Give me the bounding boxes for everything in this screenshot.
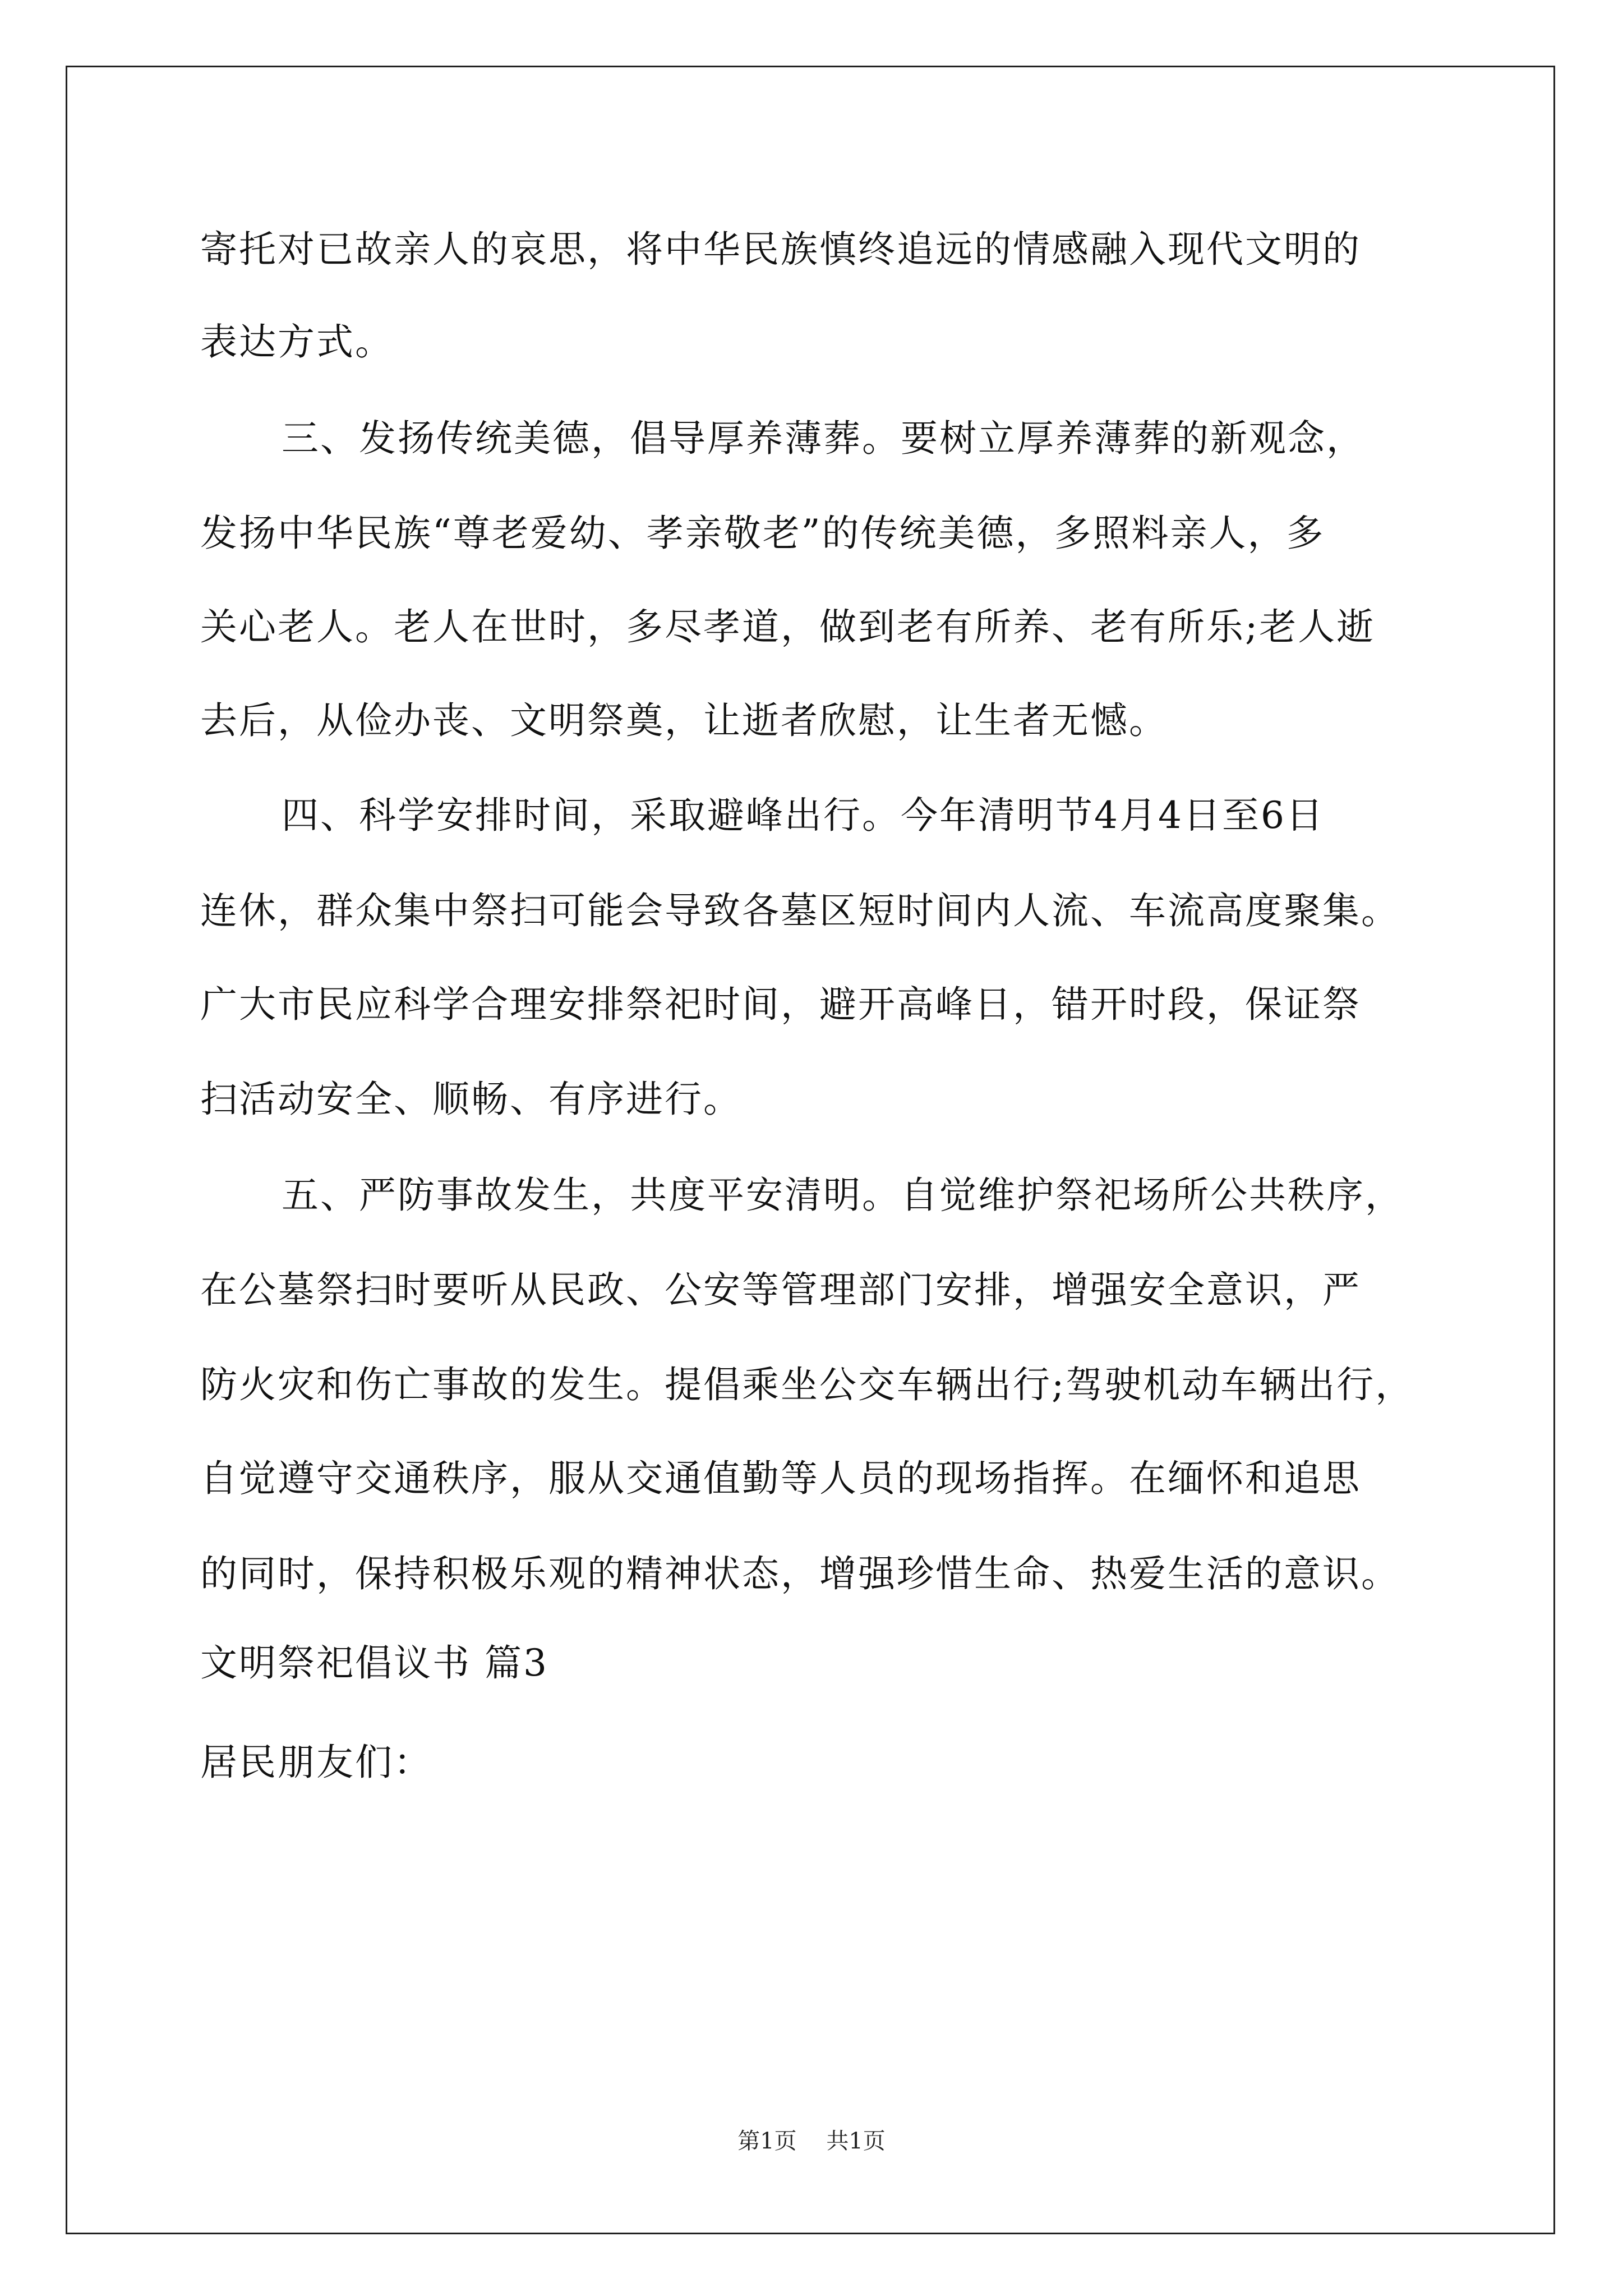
section-four-heading-line: 四、科学安排时间，采取避峰出行。今年清明节4月4日至6日 <box>282 794 1325 837</box>
body-line: 自觉遵守交通秩序，服从交通值勤等人员的现场指挥。在缅怀和追思 <box>200 1457 1361 1500</box>
body-line: 关心老人。老人在世时，多尽孝道，做到老有所养、老有所乐;老人逝 <box>200 605 1376 648</box>
page-border <box>66 66 1555 2234</box>
body-line: 的同时，保持积极乐观的精神状态，增强珍惜生命、热爱生活的意识。 <box>200 1552 1400 1595</box>
body-line: 扫活动安全、顺畅、有序进行。 <box>200 1078 742 1121</box>
document-section-title: 文明祭祀倡议书 篇3 <box>200 1641 548 1685</box>
section-three-heading-line: 三、发扬传统美德，倡导厚养薄葬。要树立厚养薄葬的新观念， <box>282 417 1365 460</box>
page-footer <box>0 2127 1623 2155</box>
body-line: 发扬中华民族“尊老爱幼、孝亲敬老”的传统美德，多照料亲人，多 <box>200 512 1325 555</box>
body-line: 去后，从俭办丧、文明祭奠，让逝者欣慰，让生者无憾。 <box>200 699 1168 742</box>
body-line: 寄托对已故亲人的哀思，将中华民族慎终追远的情感融入现代文明的 <box>200 228 1361 271</box>
body-line: 在公墓祭扫时要听从民政、公安等管理部门安排，增强安全意识，严 <box>200 1268 1361 1312</box>
body-line: 表达方式。 <box>200 320 394 364</box>
body-line: 广大市民应科学合理安排祭祀时间，避开高峰日，错开时段，保证祭 <box>200 983 1361 1026</box>
salutation: 居民朋友们： <box>200 1741 432 1784</box>
page-total: 共1页 <box>826 2128 886 2154</box>
body-line: 防火灾和伤亡事故的发生。提倡乘坐公交车辆出行;驾驶机动车辆出行， <box>200 1363 1414 1406</box>
page-number: 第1页 <box>737 2128 797 2154</box>
section-five-heading-line: 五、严防事故发生，共度平安清明。自觉维护祭祀场所公共秩序， <box>282 1174 1404 1217</box>
body-line: 连休，群众集中祭扫可能会导致各墓区短时间内人流、车流高度聚集。 <box>200 889 1400 932</box>
